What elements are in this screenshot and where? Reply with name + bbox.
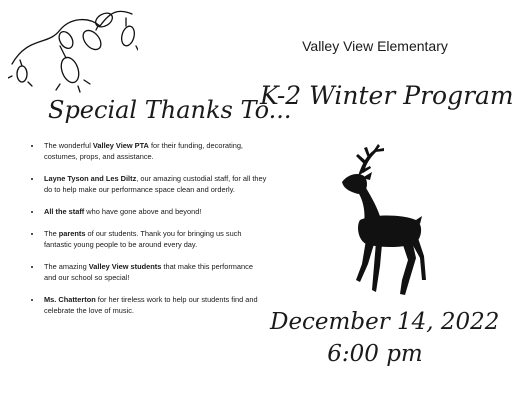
thanks-item [42,261,267,283]
thanks-item-text: for their funding, decorating, costumes, props, and assistance. [44,141,243,161]
thanks-item-text: The [44,229,59,238]
thanks-item-text: of our students. Thank you for bringing us such fantastic young people to be around every day. [44,229,242,249]
thanks-list [28,140,267,327]
thanks-item-text: The wonderful [44,141,93,150]
reindeer-icon [322,140,442,300]
event-time: 6:00 pm [327,341,423,367]
thanks-item-name: Valley View PTA [92,141,149,150]
thanks-heading: Special Thanks To... [48,96,292,124]
program-title: K-2 Winter Program [260,81,514,110]
thanks-item [42,206,267,217]
thanks-item-name: All the staff [44,207,85,216]
string-lights-icon [8,6,138,94]
thanks-item [42,173,267,195]
thanks-item-text: that make this performance and our school so special! [44,262,253,282]
event-date: December 14, 2022 [270,309,500,335]
thanks-item-name: Ms. Chatterton [44,295,96,304]
thanks-item-text: for her tireless work to help our students find and celebrate the love of music. [44,295,258,315]
thanks-item [42,228,267,250]
school-name: Valley View Elementary [302,38,448,54]
thanks-item-text: , our amazing custodial staff, for all they do to help make our performance space clean and orderly. [44,174,267,194]
thanks-item [42,140,267,162]
thanks-item-name: Valley View students [88,262,162,271]
thanks-item [42,294,267,316]
thanks-item-name: parents [58,229,86,238]
thanks-item-text: The amazing [44,262,89,271]
thanks-item-name: Layne Tyson and Les Diltz [44,174,137,183]
thanks-item-text: who have gone above and beyond! [84,207,202,216]
